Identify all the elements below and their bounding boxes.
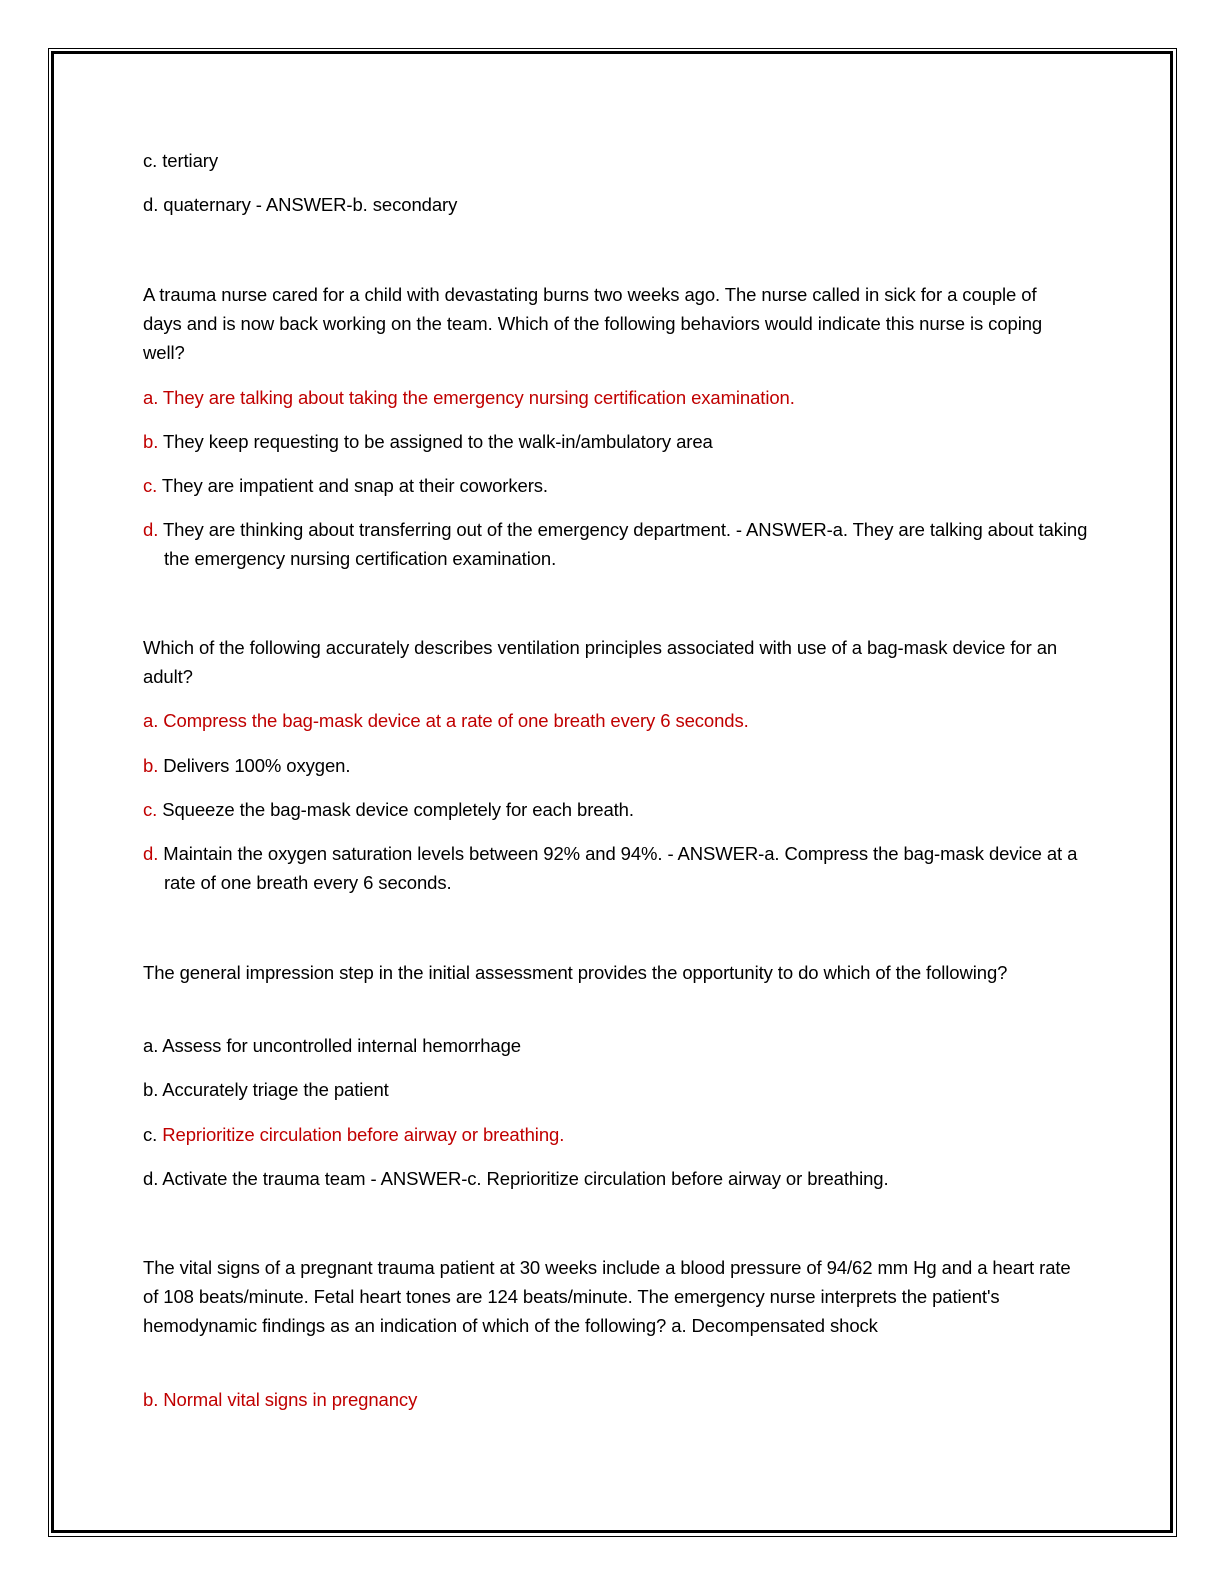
question-stem: A trauma nurse cared for a child with devastating burns two weeks ago. The nurse called in sick for a couple of days and is now back working on the team. Which of the following behaviors would indicate this nurse is coping well? xyxy=(143,284,1043,363)
option-text: They are impatient and snap at their coworkers. xyxy=(157,475,548,496)
option-text: c. tertiary xyxy=(143,150,218,171)
option-label: d. xyxy=(143,843,159,864)
option-b xyxy=(143,427,1073,456)
option-text: Reprioritize circulation before airway or breathing. xyxy=(157,1124,565,1145)
option-a: a. Assess for uncontrolled internal hemorrhage xyxy=(143,1035,521,1056)
correct-option: a. Compress the bag-mask device at a rate of one breath every 6 seconds. xyxy=(143,710,749,731)
option-label: c. xyxy=(143,475,158,496)
option-d: d. Activate the trauma team - ANSWER-c. Reprioritize circulation before airway or breathing. xyxy=(143,1168,889,1189)
question-stem: The general impression step in the initial assessment provides the opportunity to do which of the following? xyxy=(143,962,1008,983)
correct-option: a. They are talking about taking the emergency nursing certification examination. xyxy=(143,387,795,408)
option-d xyxy=(143,839,1094,897)
option-label: c. xyxy=(143,1124,158,1145)
option-label: d. xyxy=(143,519,159,540)
question-stem: The vital signs of a pregnant trauma patient at 30 weeks include a blood pressure of 94/62 mm Hg and a heart rate of 108 beats/minute. Fetal heart tones are 124 beats/minute. The emergency nurse interprets the patient's hemodynamic findings as an indication of which of the following? a. Decompensated shock xyxy=(143,1257,1071,1336)
option-label: b. xyxy=(143,431,159,452)
option-c xyxy=(143,795,1073,824)
question-stem: Which of the following accurately describes ventilation principles associated with use of a bag-mask device for an adult? xyxy=(143,637,1058,687)
option-text: Maintain the oxygen saturation levels between 92% and 94%. - ANSWER-a. Compress the bag-mask device at a rate of one breath every 6 seconds. xyxy=(158,843,1078,893)
correct-option xyxy=(143,1120,1073,1149)
option-text: They are thinking about transferring out of the emergency department. - ANSWER-a. They are talking about taking the emergency nursing certification examination. xyxy=(158,519,1088,569)
option-text: d. quaternary - ANSWER-b. secondary xyxy=(143,194,458,215)
correct-option: b. Normal vital signs in pregnancy xyxy=(143,1389,418,1410)
option-label: c. xyxy=(143,799,158,820)
option-b: b. Accurately triage the patient xyxy=(143,1079,389,1100)
option-c xyxy=(143,471,1073,500)
option-label: b. xyxy=(143,755,159,776)
option-b xyxy=(143,751,1073,780)
option-text: Delivers 100% oxygen. xyxy=(158,755,351,776)
option-text: Squeeze the bag-mask device completely for each breath. xyxy=(157,799,634,820)
option-d xyxy=(143,515,1094,573)
option-text: They keep requesting to be assigned to the walk-in/ambulatory area xyxy=(158,431,713,452)
